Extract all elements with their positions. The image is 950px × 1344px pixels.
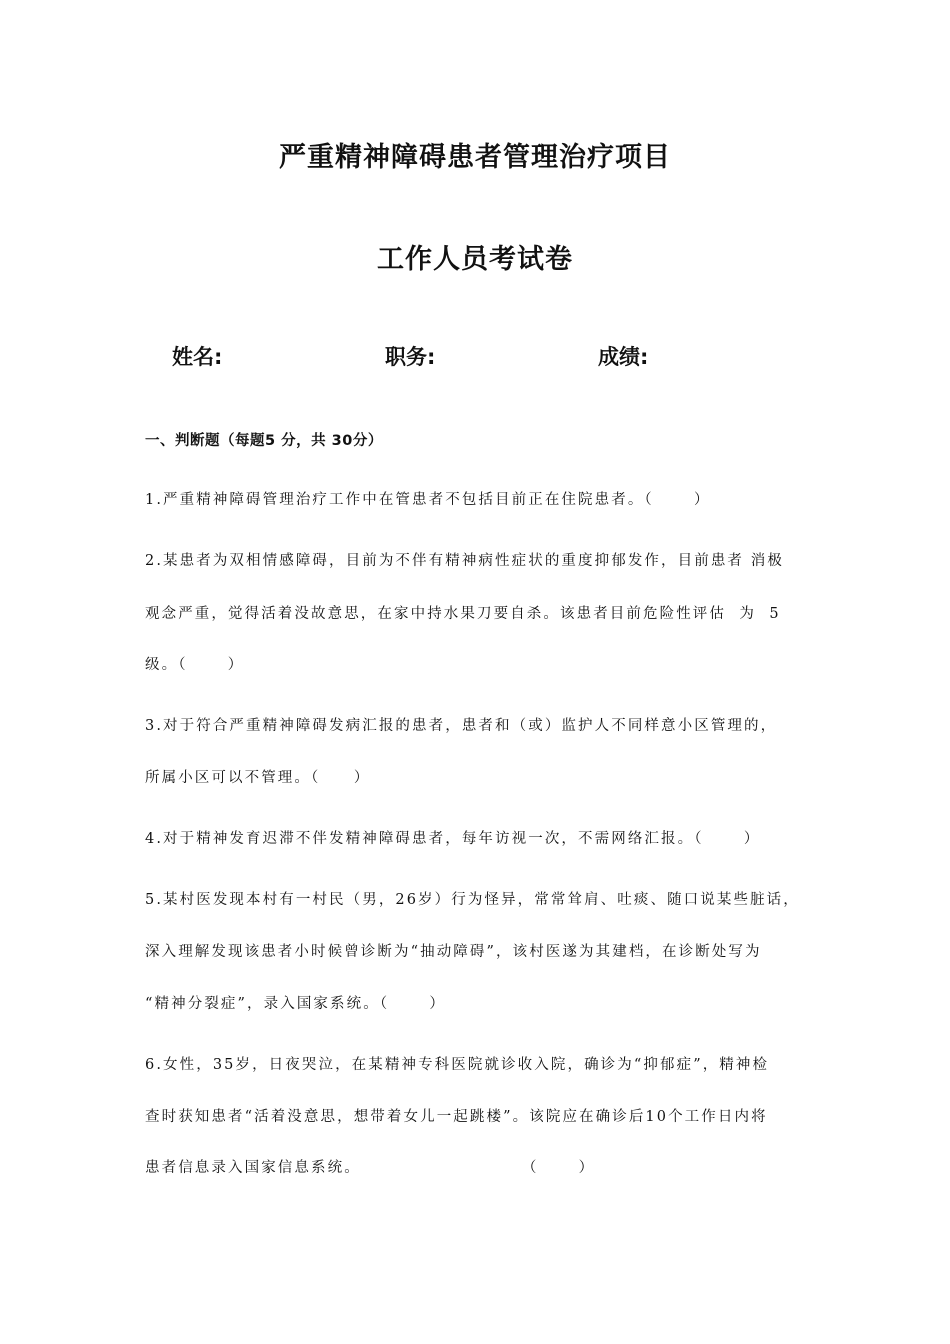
question-2-line-2: 观念严重，觉得活着没故意思，在家中持水果刀要自杀。该患者目前危险性评估 为 5 xyxy=(145,606,781,622)
question-4-line-1: 4.对于精神发育迟滞不伴发精神障碍患者，每年访视一次，不需网络汇报。（ ） xyxy=(145,831,761,847)
question-1-line-1: 1.严重精神障碍管理治疗工作中在管患者不包括目前正在住院患者。（ ） xyxy=(145,492,711,508)
question-2-line-3: 级。（ ） xyxy=(145,657,245,673)
question-5-line-3: “精神分裂症”，录入国家系统。（ ） xyxy=(145,996,447,1012)
section-heading-true-false: 一、判断题（每题5 分，共 30分） xyxy=(145,433,383,449)
question-6-line-3: 患者信息录入国家信息系统。 （ ） xyxy=(145,1160,596,1176)
question-3-line-2: 所属小区可以不管理。（ ） xyxy=(145,770,371,786)
score-field-label: 成绩: xyxy=(598,345,649,369)
question-5-line-1: 5.某村医发现本村有一村民（男，26岁）行为怪异，常常耸肩、吐痰、随口说某些脏话， xyxy=(145,892,800,908)
question-3-line-1: 3.对于符合严重精神障碍发病汇报的患者，患者和（或）监护人不同样意小区管理的， xyxy=(145,718,778,734)
question-6-line-2: 查时获知患者“活着没意思，想带着女儿一起跳楼”。该院应在确诊后10个工作日内将 xyxy=(145,1109,768,1125)
post-field-label: 职务: xyxy=(385,345,436,369)
question-2-line-1: 2.某患者为双相情感障碍，目前为不伴有精神病性症状的重度抑郁发作，目前患者 消极 xyxy=(145,553,784,569)
document-title-line2: 工作人员考试卷 xyxy=(377,244,573,275)
question-5-line-2: 深入理解发现该患者小时候曾诊断为“抽动障碍”，该村医遂为其建档，在诊断处写为 xyxy=(145,944,762,960)
question-6-line-1: 6.女性，35岁，日夜哭泣，在某精神专科医院就诊收入院，确诊为“抑郁症”，精神检 xyxy=(145,1057,770,1073)
document-title-line1: 严重精神障碍患者管理治疗项目 xyxy=(279,142,671,173)
name-field-label: 姓名: xyxy=(172,345,223,369)
